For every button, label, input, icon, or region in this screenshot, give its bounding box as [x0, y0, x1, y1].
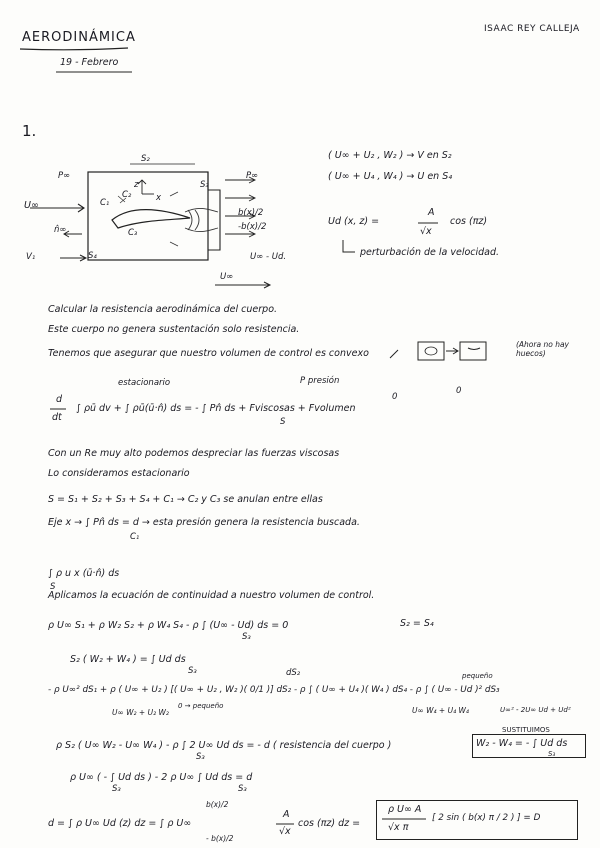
- author-name: ISAAC REY CALLEJA: [484, 24, 580, 34]
- label-n: n̂∞: [54, 225, 67, 235]
- limit-top: b(x)/2: [206, 800, 229, 809]
- label-u-inf-left: U∞: [24, 200, 39, 211]
- ud-fraction-bar: [418, 222, 440, 225]
- text-line-4: Con un Re muy alto podemos despreciar las fuerzas viscosas: [48, 448, 340, 459]
- text-line-7: Eje x → ∫ Pn̂ ds = d → esta presión genera la resistencia buscada.: [48, 517, 360, 528]
- continuity-eq: ρ U∞ S₁ + ρ W₂ S₂ + ρ W₄ S₄ - ρ ∫ (U∞ - Ud) ds = 0: [48, 620, 289, 631]
- eq-d-bar: [50, 408, 68, 411]
- eq-dt: dt: [52, 412, 62, 423]
- arrow-to-perturbacion: [342, 240, 356, 256]
- title-underline: [20, 47, 130, 53]
- boxed-equation: W₂ - W₄ = - ∫ Ud ds: [476, 738, 568, 749]
- side-eq-1: ( U∞ + U₂ , W₂ ) → V en S₂: [328, 150, 452, 161]
- perturbacion-text: perturbación de la velocidad.: [360, 247, 500, 258]
- label-z-axis: z: [134, 180, 139, 190]
- momentum-sub-c: U∞² - 2U∞ Ud + Ud²: [500, 706, 571, 714]
- problem-number: 1.: [22, 122, 37, 140]
- text-line-11-sub: S₃: [188, 666, 197, 676]
- text-line-13: ρ S₂ ( U∞ W₂ - U∞ W₄ ) - ρ ∫ 2 U∞ Ud ds = - d ( resistencia del cuerpo ): [56, 740, 392, 751]
- convex-sketch: [388, 338, 488, 366]
- text-line-14-sub-b: S₃: [238, 784, 247, 794]
- text-line-2: Este cuerpo no genera sustentación solo resistencia.: [48, 324, 300, 335]
- label-v1: V₁: [26, 252, 36, 262]
- text-line-9: Aplicamos la ecuación de continuidad a nuestro volumen de control.: [48, 590, 375, 601]
- p-presion-note: P presión: [300, 376, 340, 386]
- label-u-inf-bottom: U∞: [220, 272, 234, 282]
- boxed-label: SUSTITUIMOS: [502, 726, 550, 734]
- text-line-8-sub: S: [50, 582, 56, 592]
- text-line-5: Lo consideramos estacionario: [48, 468, 190, 479]
- result-rest: [ 2 sin ( b(x) π / 2 ) ] = D: [432, 813, 541, 823]
- limit-bottom: - b(x)/2: [206, 834, 234, 843]
- momentum-sub-b: U∞ W₄ + U₄ W₄: [412, 706, 469, 715]
- boxed-sub: S₃: [548, 750, 556, 758]
- side-eq-2: ( U∞ + U₄ , W₄ ) → U en S₄: [328, 171, 453, 182]
- estacionario-note: estacionario: [118, 378, 171, 388]
- label-s2: S₂: [141, 154, 150, 164]
- text-line-3: Tenemos que asegurar que nuestro volumen de control es convexo: [48, 348, 369, 359]
- final-frac-num: A: [283, 809, 290, 820]
- ud-formula-rhs: cos (πz): [450, 216, 488, 227]
- ud-formula-den: √x: [420, 226, 432, 237]
- text-line-14: ρ U∞ ( - ∫ Ud ds ) - 2 ρ U∞ ∫ Ud ds = d: [70, 772, 253, 783]
- document-title: AERODINÁMICA: [22, 30, 136, 45]
- label-c2: C₂: [122, 190, 132, 200]
- label-p-inf-right: P∞: [246, 171, 259, 181]
- text-line-8: ∫ ρ u x (ū·n̂) ds: [48, 568, 120, 579]
- ud-formula-num: A: [428, 207, 435, 218]
- label-c3: C₃: [128, 228, 138, 238]
- date-underline: [56, 70, 136, 75]
- zero-volumen: 0: [456, 386, 462, 396]
- text-line-1: Calcular la resistencia aerodinámica del cuerpo.: [48, 304, 278, 315]
- final-eq-lhs: d = ∫ ρ U∞ Ud (z) dz = ∫ ρ U∞: [48, 818, 192, 829]
- text-line-6: S = S₁ + S₂ + S₃ + S₄ + C₁ → C₂ y C₃ se anulan entre ellas: [48, 494, 323, 505]
- momentum-equation: ∫ ρū dv + ∫ ρū(ū·n̂) ds = - ∫ Pn̂ ds + Fviscosas + Fvolumen: [76, 403, 356, 414]
- label-b-top: b(x)/2: [238, 208, 264, 218]
- label-s3: S₃: [200, 180, 209, 190]
- zero-viscosas: 0: [392, 392, 398, 402]
- pequeno-note: 0 → pequeño: [178, 702, 224, 710]
- ds2-label: dS₂: [286, 668, 301, 678]
- label-b-bottom: -b(x)/2: [238, 222, 267, 232]
- date: 19 - Febrero: [60, 57, 119, 68]
- label-x-axis: x: [156, 193, 162, 203]
- ud-formula-lhs: Ud (x, z) =: [328, 216, 380, 227]
- momentum-x-eq: - ρ U∞² dS₁ + ρ ( U∞ + U₂ ) [( U∞ + U₂ , W₂ )( 0/1 )] dS₂ - ρ ∫ ( U∞ + U₄ )( W₄ ) dS₄ - ρ ∫ ( U∞ - Ud )² dS₃: [48, 685, 500, 695]
- pequeno-note-2: pequeño: [462, 672, 493, 680]
- text-line-14-sub-a: S₃: [112, 784, 121, 794]
- result-den: √x π: [388, 822, 409, 833]
- label-s4: S₄: [88, 251, 97, 261]
- final-frac-den: √x: [279, 826, 291, 837]
- result-frac-bar: [382, 818, 428, 821]
- eq-d: d: [56, 394, 63, 405]
- text-line-11: S₂ ( W₂ + W₄ ) = ∫ Ud ds: [70, 654, 186, 665]
- label-wake: U∞ - Ud.: [250, 252, 287, 262]
- result-num: ρ U∞ A: [388, 804, 422, 815]
- label-p-inf-left: P∞: [58, 171, 71, 181]
- text-line-13-sub: S₃: [196, 752, 205, 762]
- continuity-eq-sub: S₃: [242, 632, 251, 642]
- label-c1: C₁: [100, 198, 110, 208]
- momentum-sub-s: S: [280, 417, 286, 427]
- final-eq-cos: cos (πz) dz =: [298, 818, 361, 829]
- continuity-note: S₂ = S₄: [400, 618, 434, 629]
- text-line-7-sub: C₁: [130, 532, 140, 542]
- momentum-sub-a: U∞ W₂ + U₂ W₂: [112, 708, 169, 717]
- ahora-no-note: (Ahora no hay huecos): [516, 340, 569, 358]
